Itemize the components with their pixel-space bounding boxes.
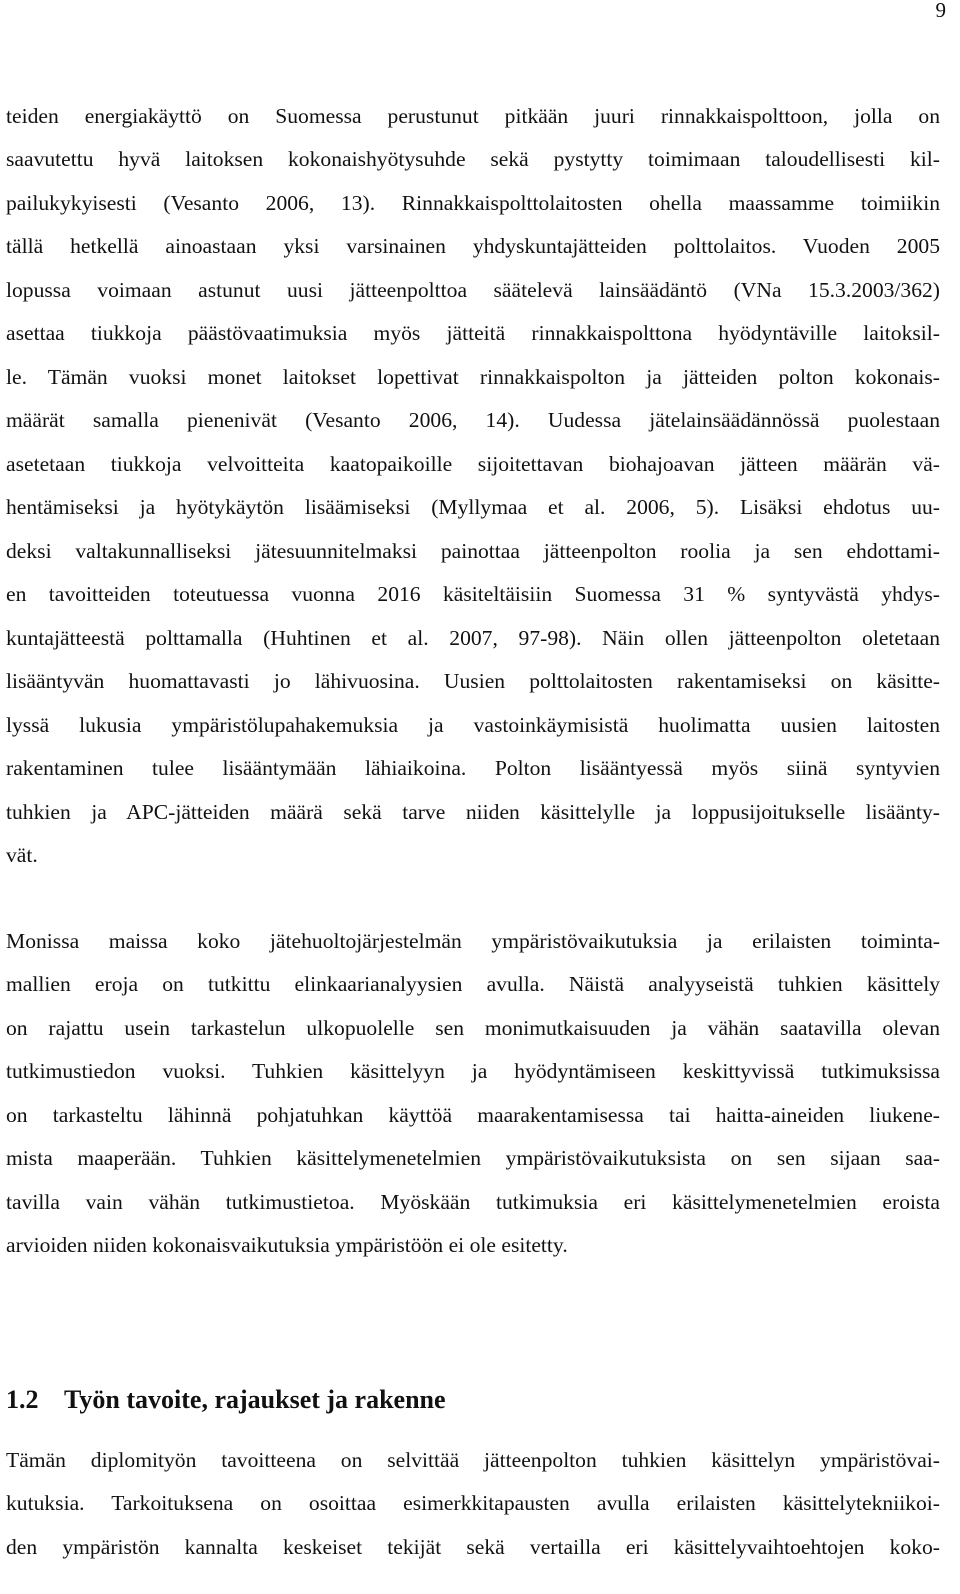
text-line: on rajattu usein tarkastelun ulkopuolelle sen monimutkaisuuden ja vähän saatavilla olevan bbox=[6, 1016, 940, 1040]
text-line: Tämän diplomityön tavoitteena on selvittää jätteenpolton tuhkien käsittelyn ympäristövai- bbox=[6, 1448, 940, 1472]
section-title: Työn tavoite, rajaukset ja rakenne bbox=[64, 1385, 446, 1414]
page-number: 9 bbox=[935, 0, 946, 22]
text-line: tavilla vain vähän tutkimustietoa. Myöskään tutkimuksia eri käsittelymenetelmien eroista bbox=[6, 1190, 940, 1214]
text-line: lopussa voimaan astunut uusi jätteenpolttoa säätelevä lainsäädäntö (VNa 15.3.2003/362) bbox=[6, 278, 940, 302]
section-heading bbox=[6, 1385, 446, 1415]
text-line: mista maaperään. Tuhkien käsittelymenetelmien ympäristövaikutuksista on sen sijaan saa- bbox=[6, 1146, 940, 1170]
text-line: vät. bbox=[6, 843, 38, 867]
text-line: teiden energiakäyttö on Suomessa perustunut pitkään juuri rinnakkaispolttoon, jolla on bbox=[6, 104, 940, 128]
text-line: mallien eroja on tutkittu elinkaarianalyysien avulla. Näistä analyyseistä tuhkien käsittely bbox=[6, 972, 940, 996]
section-number: 1.2 bbox=[6, 1385, 39, 1414]
text-line: asettaa tiukkoja päästövaatimuksia myös jätteitä rinnakkaispolttona hyödyntäville laitoksil- bbox=[6, 321, 940, 345]
text-line: pailukykyisesti (Vesanto 2006, 13). Rinnakkaispolttolaitosten ohella maassamme toimiikin bbox=[6, 191, 940, 215]
text-line: kutuksia. Tarkoituksena on osoittaa esimerkkitapausten avulla erilaisten käsittelytekniikoi- bbox=[6, 1491, 940, 1515]
text-line: rakentaminen tulee lisääntymään lähiaikoina. Polton lisääntyessä myös siinä syntyvien bbox=[6, 756, 940, 780]
text-line: määrät samalla pienenivät (Vesanto 2006, 14). Uudessa jätelainsäädännössä puolestaan bbox=[6, 408, 940, 432]
text-line: kuntajätteestä polttamalla (Huhtinen et al. 2007, 97-98). Näin ollen jätteenpolton oletetaan bbox=[6, 626, 940, 650]
text-line: deksi valtakunnalliseksi jätesuunnitelmaksi painottaa jätteenpolton roolia ja sen ehdottami- bbox=[6, 539, 940, 563]
text-line: on tarkasteltu lähinnä pohjatuhkan käyttöä maarakentamisessa tai haitta-aineiden liukene- bbox=[6, 1103, 940, 1127]
text-line: le. Tämän vuoksi monet laitokset lopettivat rinnakkaispolton ja jätteiden polton kokonais- bbox=[6, 365, 940, 389]
text-line: hentämiseksi ja hyötykäytön lisäämiseksi (Myllymaa et al. 2006, 5). Lisäksi ehdotus uu- bbox=[6, 495, 940, 519]
text-line: asetetaan tiukkoja velvoitteita kaatopaikoille sijoitettavan biohajoavan jätteen määrän vä- bbox=[6, 452, 940, 476]
text-line: arvioiden niiden kokonaisvaikutuksia ympäristöön ei ole esitetty. bbox=[6, 1233, 568, 1257]
text-line: tutkimustiedon vuoksi. Tuhkien käsittelyyn ja hyödyntämiseen keskittyvissä tutkimuksissa bbox=[6, 1059, 940, 1083]
text-line: Monissa maissa koko jätehuoltojärjestelmän ympäristövaikutuksia ja erilaisten toiminta- bbox=[6, 929, 940, 953]
text-line: en tavoitteiden toteutuessa vuonna 2016 käsiteltäisiin Suomessa 31 % syntyvästä yhdys- bbox=[6, 582, 940, 606]
text-line: tuhkien ja APC-jätteiden määrä sekä tarve niiden käsittelylle ja loppusijoitukselle lisäänty- bbox=[6, 800, 940, 824]
text-line: saavutettu hyvä laitoksen kokonaishyötysuhde sekä pystytty toimimaan taloudellisesti kil- bbox=[6, 147, 940, 171]
text-line: lyssä lukusia ympäristölupahakemuksia ja vastoinkäymisistä huolimatta uusien laitosten bbox=[6, 713, 940, 737]
text-line: tällä hetkellä ainoastaan yksi varsinainen yhdyskuntajätteiden polttolaitos. Vuoden 2005 bbox=[6, 234, 940, 258]
text-line: lisääntyvän huomattavasti jo lähivuosina. Uusien polttolaitosten rakentamiseksi on käsitte- bbox=[6, 669, 940, 693]
text-line: den ympäristön kannalta keskeiset tekijät sekä vertailla eri käsittelyvaihtoehtojen koko- bbox=[6, 1535, 940, 1559]
